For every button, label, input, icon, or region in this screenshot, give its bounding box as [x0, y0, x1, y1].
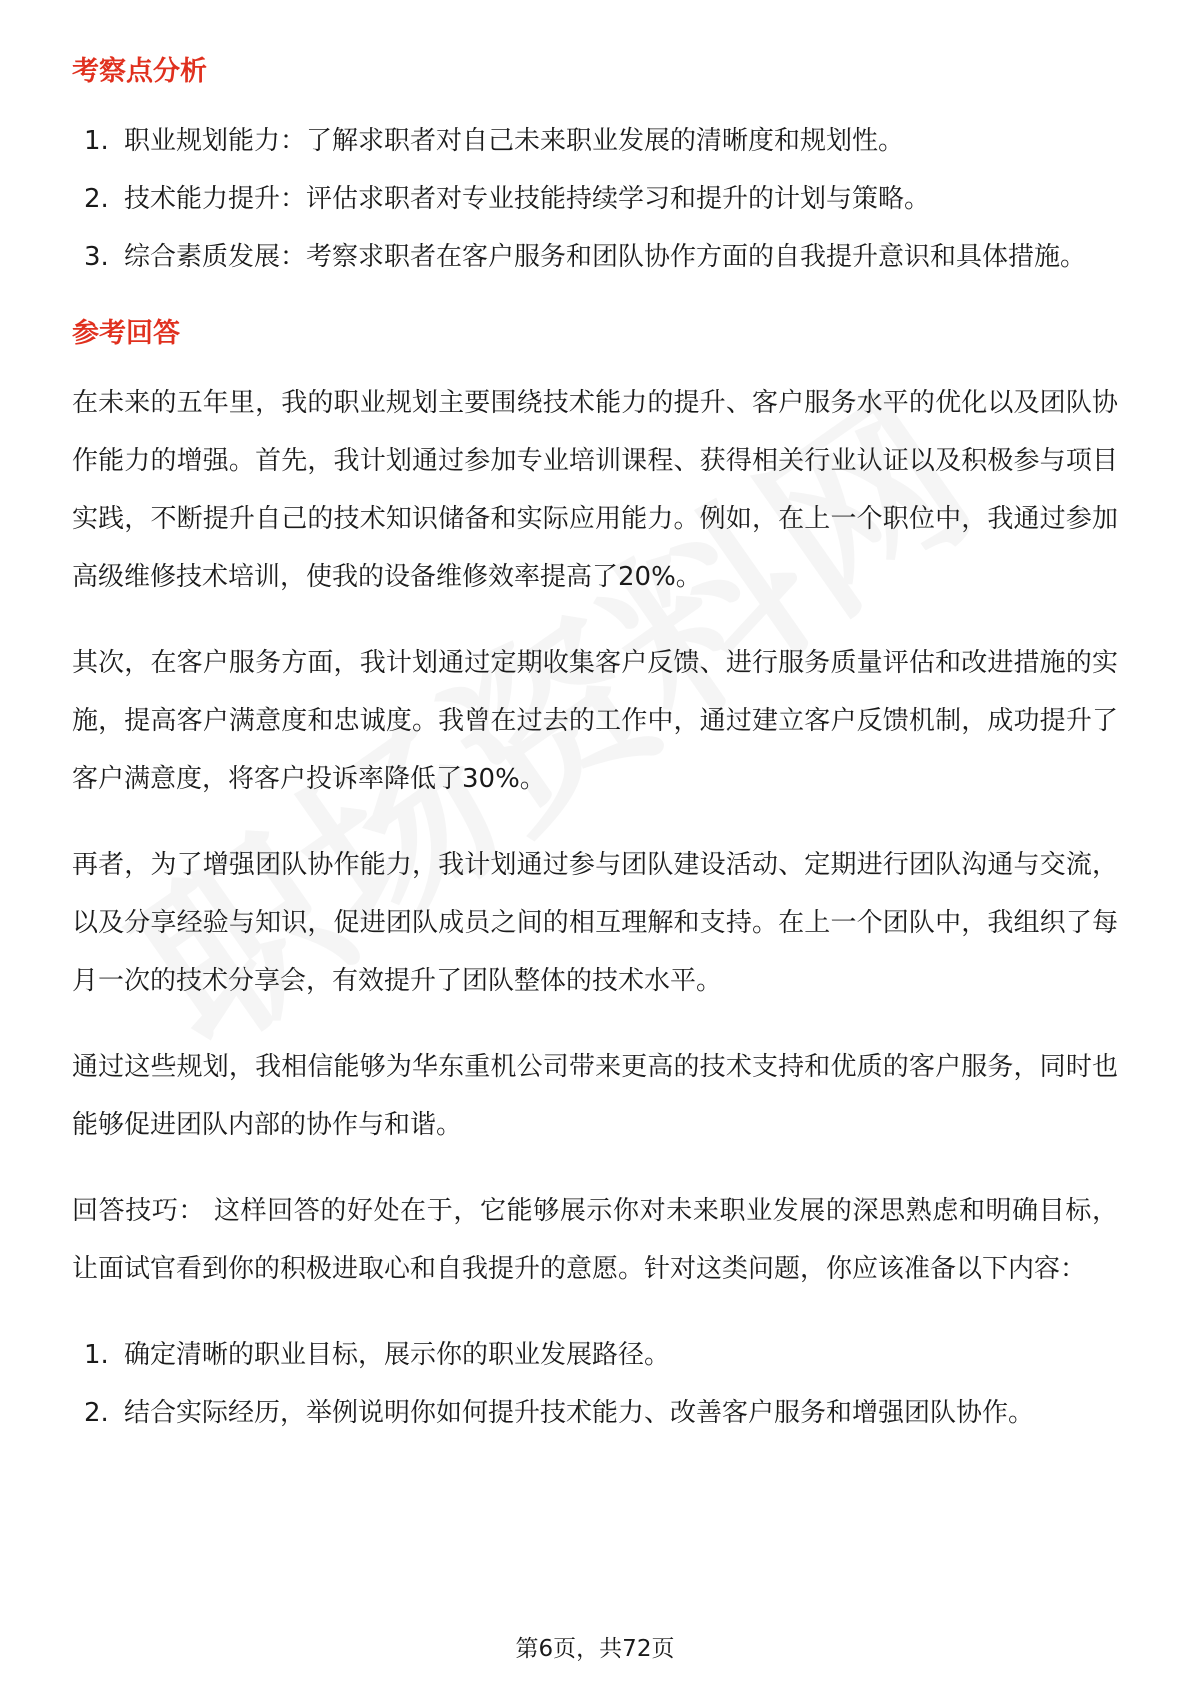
list-number: 3. [84, 242, 109, 272]
list-number: 2. [84, 184, 109, 214]
list-text: 职业规划能力：了解求职者对自己未来职业发展的清晰度和规划性。 [124, 126, 905, 156]
answer-paragraph: 其次，在客户服务方面，我计划通过定期收集客户反馈、进行服务质量评估和改进措施的实施，提高客户满意度和忠诚度。我曾在过去的工作中，通过建立客户反馈机制，成功提升了客户满意度，将客户投诉率降低了30%。 [72, 648, 1118, 794]
list-text: 技术能力提升：评估求职者对专业技能持续学习和提升的计划与策略。 [124, 184, 931, 214]
list-text: 综合素质发展：考察求职者在客户服务和团队协作方面的自我提升意识和具体措施。 [124, 242, 1087, 272]
list-item [72, 112, 1118, 170]
answer-paragraph: 在未来的五年里，我的职业规划主要围绕技术能力的提升、客户服务水平的优化以及团队协作能力的增强。首先，我计划通过参加专业培训课程、获得相关行业认证以及积极参与项目实践，不断提升自己的技术知识储备和实际应用能力。例如，在上一个职位中，我通过参加高级维修技术培训，使我的设备维修效率提高了20%。 [72, 388, 1118, 592]
analysis-title: 考察点分析 [72, 56, 207, 87]
list-text: 确定清晰的职业目标，展示你的职业发展路径。 [124, 1340, 671, 1370]
list-number: 1. [84, 1340, 109, 1370]
list-item [72, 1326, 1118, 1384]
list-item [72, 1384, 1118, 1442]
list-number: 1. [84, 126, 109, 156]
answer-paragraph: 通过这些规划，我相信能够为华东重机公司带来更高的技术支持和优质的客户服务，同时也能够促进团队内部的协作与和谐。 [72, 1052, 1118, 1140]
answer-paragraph: 再者，为了增强团队协作能力，我计划通过参与团队建设活动、定期进行团队沟通与交流，以及分享经验与知识，促进团队成员之间的相互理解和支持。在上一个团队中，我组织了每月一次的技术分享会，有效提升了团队整体的技术水平。 [72, 850, 1118, 996]
tips-paragraph: 回答技巧： 这样回答的好处在于，它能够展示你对未来职业发展的深思熟虑和明确目标，让面试官看到你的积极进取心和自我提升的意愿。针对这类问题，你应该准备以下内容： [72, 1196, 1118, 1284]
list-text: 结合实际经历，举例说明你如何提升技术能力、改善客户服务和增强团队协作。 [124, 1398, 1035, 1428]
analysis-list [72, 112, 1118, 286]
tips-list [72, 1326, 1118, 1442]
reference-title: 参考回答 [72, 318, 180, 349]
list-item [72, 170, 1118, 228]
document-page [72, 40, 1118, 1442]
page-footer: 第6页，共72页 [515, 1636, 675, 1662]
list-number: 2. [84, 1398, 109, 1428]
list-item [72, 228, 1118, 286]
